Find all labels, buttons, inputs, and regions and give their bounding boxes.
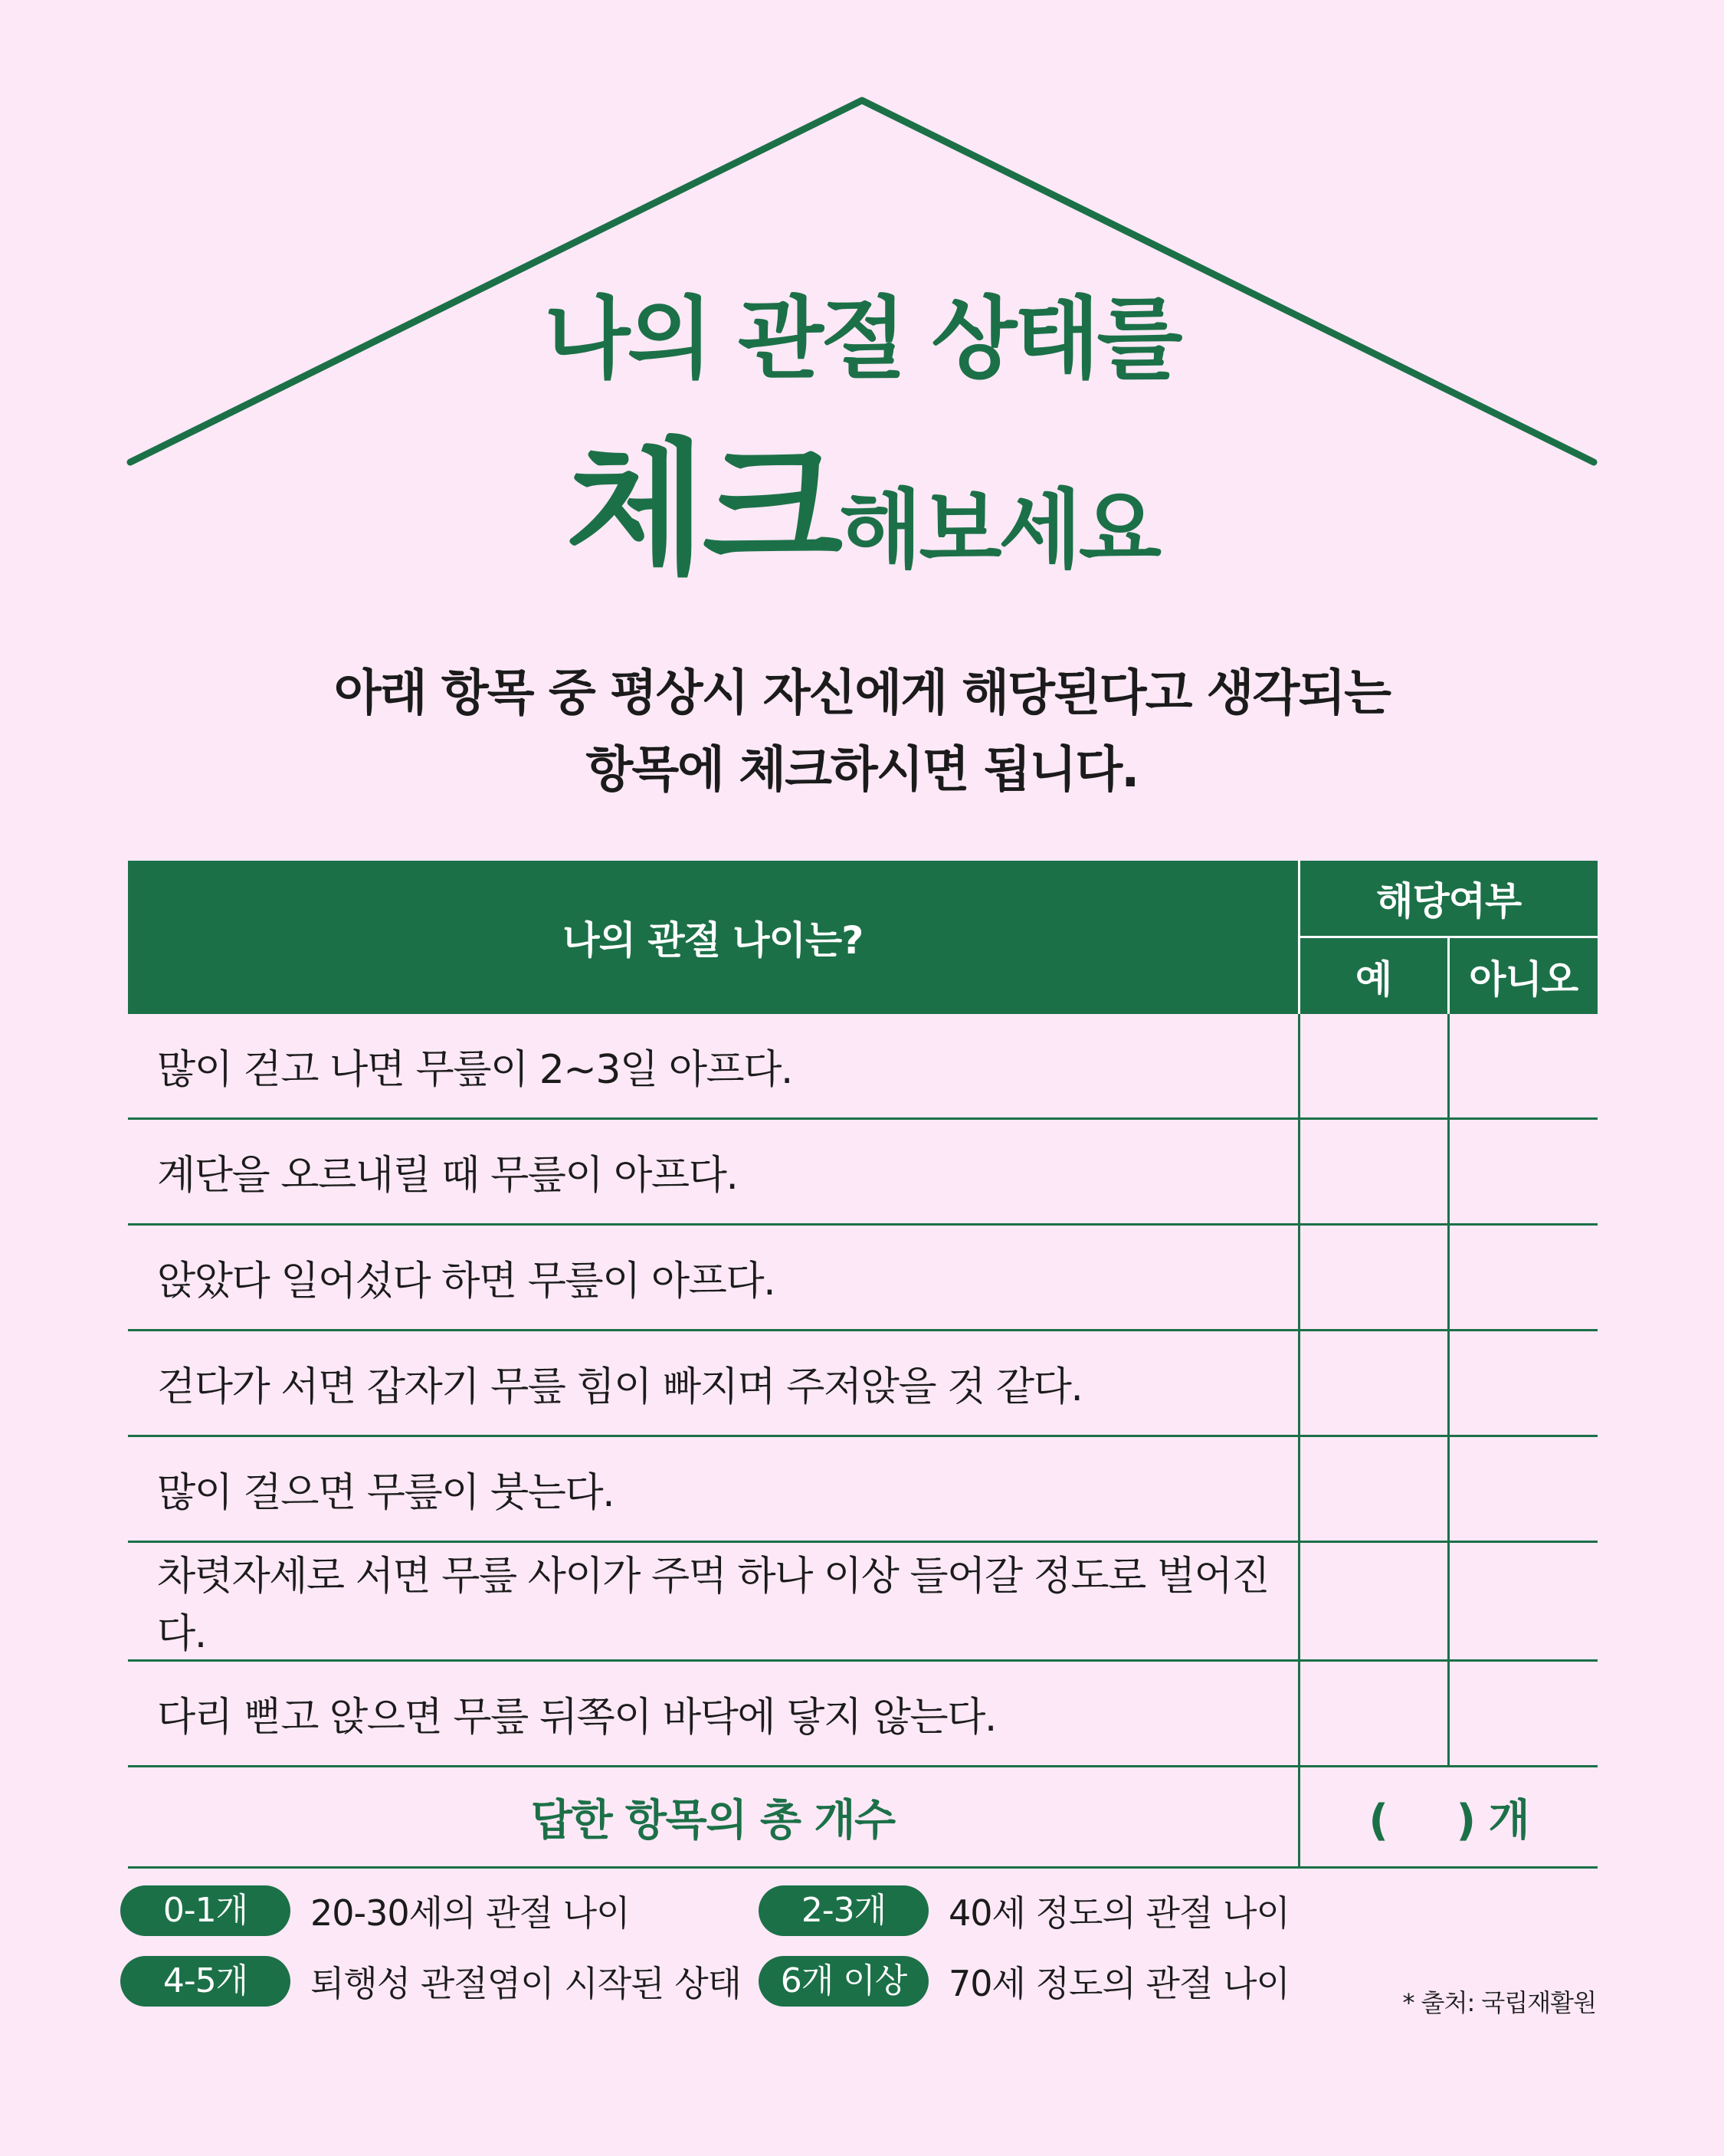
legend-item [759, 1956, 1290, 2007]
table-row [128, 1542, 1598, 1661]
no-checkbox[interactable] [1448, 1436, 1598, 1542]
header-applicable: 해당여부 [1299, 861, 1598, 937]
table-row [128, 1436, 1598, 1542]
legend-item [120, 1885, 630, 1936]
checklist-item: 다리 뻗고 앉으면 무릎 뒤쪽이 바닥에 닿지 않는다. [128, 1661, 1299, 1767]
header-question: 나의 관절 나이는? [128, 861, 1299, 1014]
legend-badge: 0-1개 [120, 1885, 290, 1936]
roof-outline [0, 0, 1724, 491]
intro-line2: 항목에 체크하시면 됩니다. [585, 742, 1139, 799]
checklist-item: 많이 걸으면 무릎이 붓는다. [128, 1436, 1299, 1542]
no-checkbox[interactable] [1448, 1225, 1598, 1331]
intro-text [0, 655, 1724, 809]
yes-checkbox[interactable] [1299, 1014, 1448, 1119]
no-checkbox[interactable] [1448, 1331, 1598, 1436]
title-emphasis: 체크 [565, 425, 840, 594]
total-open-paren: ( [1368, 1795, 1388, 1846]
legend-item [120, 1956, 741, 2007]
header-no: 아니오 [1448, 937, 1598, 1015]
checklist-item: 차렷자세로 서면 무릎 사이가 주먹 하나 이상 들어갈 정도로 벌어진다. [128, 1542, 1299, 1661]
checklist-item: 계단을 오르내릴 때 무릎이 아프다. [128, 1119, 1299, 1225]
table-row [128, 1661, 1598, 1767]
yes-checkbox[interactable] [1299, 1119, 1448, 1225]
no-checkbox[interactable] [1448, 1014, 1598, 1119]
checklist-table [128, 861, 1598, 1869]
yes-checkbox[interactable] [1299, 1225, 1448, 1331]
no-checkbox[interactable] [1448, 1542, 1598, 1661]
source-note: * 출처: 국립재활원 [1402, 1988, 1596, 2017]
intro-line1: 아래 항목 중 평상시 자신에게 해당된다고 생각되는 [334, 665, 1390, 722]
no-checkbox[interactable] [1448, 1661, 1598, 1767]
page-title-line2 [0, 425, 1724, 594]
page-title-line1: 나의 관절 상태를 [544, 287, 1180, 391]
table-row [128, 1014, 1598, 1119]
title-suffix: 해보세요 [839, 481, 1159, 580]
total-unit: 개 [1488, 1795, 1529, 1846]
legend-badge: 2-3개 [759, 1885, 929, 1936]
legend-text: 70세 정도의 관절 나이 [949, 1963, 1290, 2004]
total-close-paren: ) [1456, 1795, 1475, 1846]
legend-text: 20-30세의 관절 나이 [310, 1892, 630, 1934]
yes-checkbox[interactable] [1299, 1331, 1448, 1436]
checklist-item: 걷다가 서면 갑자기 무릎 힘이 빠지며 주저앉을 것 같다. [128, 1331, 1299, 1436]
total-label: 답한 항목의 총 개수 [128, 1767, 1299, 1868]
yes-checkbox[interactable] [1299, 1436, 1448, 1542]
no-checkbox[interactable] [1448, 1119, 1598, 1225]
checklist-item: 앉았다 일어섰다 하면 무릎이 아프다. [128, 1225, 1299, 1331]
table-row [128, 1331, 1598, 1436]
yes-checkbox[interactable] [1299, 1661, 1448, 1767]
legend-text: 40세 정도의 관절 나이 [949, 1892, 1290, 1934]
legend-badge: 4-5개 [120, 1956, 290, 2007]
yes-checkbox[interactable] [1299, 1542, 1448, 1661]
legend-item [759, 1885, 1290, 1936]
checklist-item: 많이 걷고 나면 무릎이 2~3일 아프다. [128, 1014, 1299, 1119]
table-row [128, 1119, 1598, 1225]
legend-badge: 6개 이상 [759, 1956, 929, 2007]
legend-text: 퇴행성 관절염이 시작된 상태 [310, 1963, 742, 2004]
header-yes: 예 [1299, 937, 1448, 1015]
total-count-field[interactable] [1299, 1767, 1598, 1868]
table-row [128, 1225, 1598, 1331]
total-row [128, 1767, 1598, 1868]
